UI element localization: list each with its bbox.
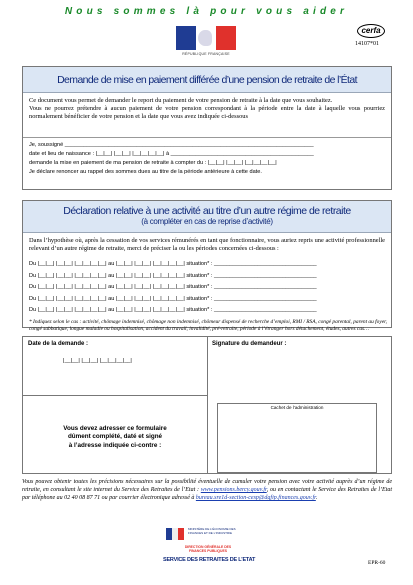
cerfa-number: 14107*01 [355, 41, 379, 47]
administration-stamp-box [217, 403, 377, 473]
dgfip-logo-text: DIRECTION GÉNÉRALE DES FINANCES PUBLIQUES [184, 545, 232, 553]
form-code: EPR-60 [368, 560, 386, 566]
service-name: SERVICE DES RETRAITES DE L’ETAT [163, 557, 256, 563]
send-line-2: dûment complété, daté et signé [67, 433, 163, 441]
section1-intro [23, 93, 391, 121]
section-other-activity [22, 200, 392, 333]
period-row[interactable]: Du |__|__| |__|__| |__|__|__|__| au |__|__| |__|__| |__|__|__|__| situation* : _________________________________ [29, 284, 317, 290]
section1-title-bar [23, 67, 391, 93]
section1-title: Demande de mise en paiement différée d’une pension de retraite de l’État [57, 74, 357, 86]
request-date-field[interactable]: |__|__| |__|__| |__|__|__|__| [63, 358, 132, 364]
marianne-flag-logo [176, 26, 236, 50]
section2-title: Déclaration relative à une activité au titre d’un autre régime de retraite [63, 205, 351, 217]
footer-info [22, 478, 392, 502]
cerfa-logo: cerfa [357, 24, 385, 38]
birth-date-place-field[interactable]: date et lieu de naissance : |__|__| |__|__| |__|__|__|__| à ______________________________________________ [29, 151, 314, 157]
footer-text-b: , ou en contactant le Service des Retraites de l’Etat par téléphone au 02 40 08 87 71 ou par courrier électronique adressé à [22, 487, 392, 501]
section1-para1: Ce document vous permet de demander le report du paiement de votre pension de retraite à la date que vous souhaitez. [29, 97, 333, 104]
footer-text-c: . [315, 495, 318, 501]
send-line-3: à l’adresse indiquée ci-contre : [68, 441, 162, 449]
undersigned-name-field[interactable]: Je, soussigné ________________________________________________________________________________ [29, 142, 314, 148]
period-rows [29, 261, 387, 319]
ministry-logo [166, 528, 184, 540]
period-row[interactable]: Du |__|__| |__|__| |__|__|__|__| au |__|__| |__|__| |__|__|__|__| situation* : _________________________________ [29, 272, 317, 279]
period-row[interactable]: Du |__|__| |__|__| |__|__|__|__| au |__|__| |__|__| |__|__|__|__| situation* : _________________________________ [29, 261, 317, 267]
pensions-website-link[interactable]: www.pensions.bercy.gouv.fr [200, 487, 267, 493]
header-slogan: Nous sommes là pour vous aider [64, 6, 349, 17]
section2-intro: Dans l’hypothèse où, après la cessation de vos services rémunérés en tant que fonctionnaire, vous auriez repris une activité professionnelle relevant d’un autre régime de retraite, merci de préciser la ou les périodes concernées ci-dessous : [29, 237, 385, 252]
payment-start-date-field[interactable]: demande la mise en paiement de ma pension de retraite à compter du : |__|__| |__|__| |__|__|__|__| [29, 160, 277, 166]
republic-francaise-label: RÉPUBLIQUE FRANÇAISE [182, 52, 230, 56]
renounce-declaration: Je déclare renoncer au rappel des sommes dues au titre de la période antérieure à cette date. [29, 169, 262, 175]
section1-para2: Vous ne pourrez prétendre à aucun paiement de votre pension correspondant à la période entre la date à laquelle vous pourriez normalement bénéficier de votre pension et la date que vous avez indiquée ci-dessous [29, 105, 385, 120]
section2-subtitle: (à compléter en cas de reprise d’activité) [141, 217, 273, 226]
period-row[interactable]: Du |__|__| |__|__| |__|__|__|__| au |__|__| |__|__| |__|__|__|__| situation* : _________________________________ [29, 307, 317, 313]
signature-area [22, 336, 392, 474]
section2-title-bar [23, 201, 391, 233]
send-instructions [23, 425, 207, 450]
ministry-logo-text: MINISTÈRE DE L’ÉCONOMIE DES FINANCES ET DE L’INDUSTRIE [188, 527, 236, 535]
period-row[interactable]: Du |__|__| |__|__| |__|__|__|__| au |__|__| |__|__| |__|__|__|__| situation* : _________________________________ [29, 295, 317, 302]
situation-footnote: * Indiquez selon le cas : activité, chômage indemnisé, chômage non indemnisé, chômeur dispensé de recherche d’emploi, RMI / RSA, congé parental, parent au foyer, congé sabbatique, longue maladie ou hospitalisation, accident du travail, invalidité, pré-retraite, période à l’étranger hors détachement, études, autres cas… [29, 319, 387, 333]
send-line-1: Vous devez adresser ce formulaire [63, 425, 167, 432]
request-date-label: Date de la demande : [28, 341, 89, 347]
section-deferred-payment [22, 66, 392, 190]
footer-text-a: Vous pouvez obtenir toutes les précisions nécessaires sur la possibilité éventuelle de cumuler votre pension avec votre activité auprès d’un régime de retraite, en consultant le site internet du Service des Retraites de l’Etat : [22, 479, 392, 493]
email-link[interactable]: bureau.sre1d-section-cesp@dgfip.finances.gouv.fr [195, 495, 316, 501]
signature-label: Signature du demandeur : [212, 341, 287, 347]
stamp-label: Cachet de l’administration [270, 405, 324, 410]
